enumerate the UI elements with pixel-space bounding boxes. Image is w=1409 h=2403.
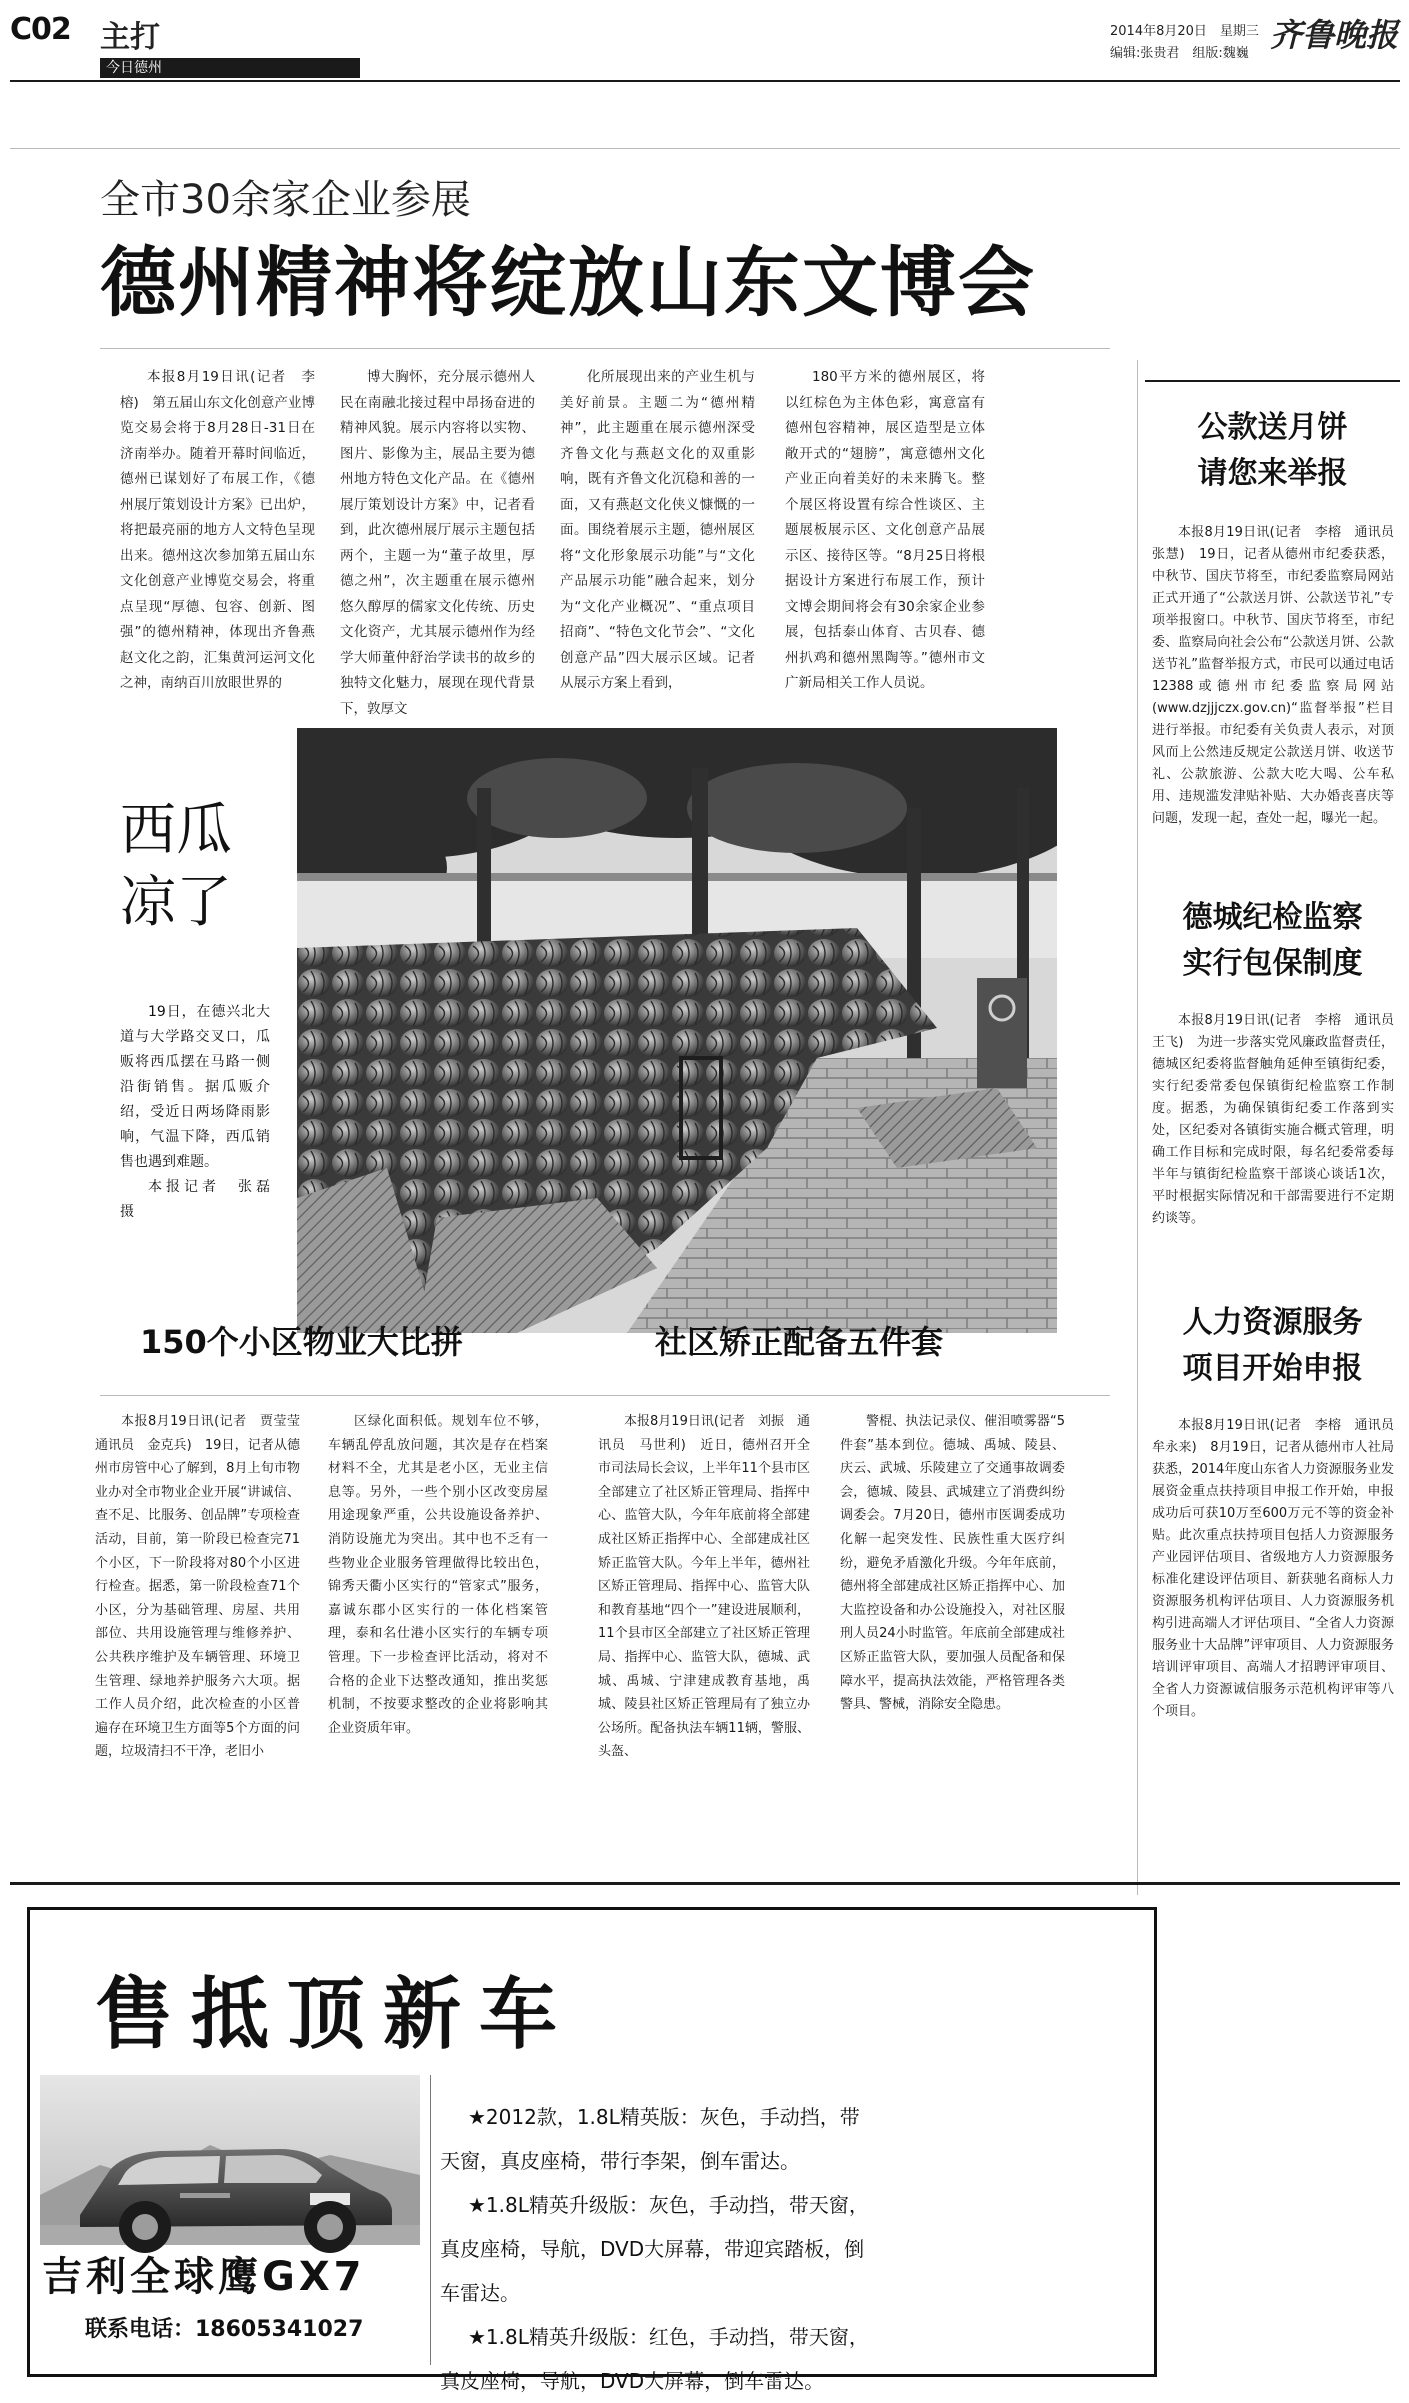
ad-inner-divider (430, 2075, 431, 2365)
lead-column-1: 本报8月19日讯(记者 李榕) 第五届山东文化创意产业博览交易会将于8月28日-31日在济南举办。随着开幕时间临近，德州已谋划好了布展工作，《德州展厅策划设计方案》已出炉，将把最亮丽的地方人文特色呈现出来。德州这次参加第五届山东文化创意产业博览交易会，将重点呈现“厚德、包容、创新、图强”的德州精神，体现出齐鲁燕赵文化之韵，汇集黄河运河文化之神，南纳百川放眼世界的 (120, 369, 315, 691)
photo-caption (120, 1000, 284, 1225)
property-story-title: 150个小区物业大比拼 (140, 1323, 463, 1361)
sidebar-story-3-title (1145, 1300, 1400, 1392)
community-column-1: 本报8月19日讯(记者 刘振 通讯员 马世利) 近日，德州召开全市司法局长会议，上半年11个县市区全部建立了社区矫正管理局、指挥中心、监管大队，今年年底前将全部建成社区矫正指挥中心、全部建成社区矫正监管大队。今年上半年，德州社区矫正管理局、指挥中心、监管大队和教育基地“四个一”建设进展顺利，11个县市区全部建立了社区矫正管理局、指挥中心、监管大队，德城、武城、禹城、宁津建成教育基地，禹城、陵县社区矫正管理局有了独立办公场所。配备执法车辆11辆，警服、头盔、 (598, 1414, 810, 1760)
watermelon-photo-illustration (297, 728, 1057, 1333)
lead-column-4: 180平方米的德州展区，将以红棕色为主体色彩，寓意富有德州包容精神，展区造型是立体敞开式的“翅膀”，寓意德州文化产业正向着美好的未来腾飞。整个展区将设置有综合性谈区、主题展板展示区、文化创意产品展示区、接待区等。“8月25日将根据设计方案进行布展工作，预计文博会期间将会有30余家企业参展，包括泰山体育、古贝春、德州扒鸡和德州黑陶等。”德州市文广新局相关工作人员说。 (785, 369, 985, 691)
photo-story-title (120, 795, 232, 939)
section-name: 主打 (100, 20, 160, 55)
car-ad-title: 售抵顶新车 (95, 1970, 576, 2060)
sidebar-rule (1137, 360, 1138, 1895)
sidebar-story-1-title (1145, 405, 1400, 497)
property-column-1: 本报8月19日讯(记者 贾莹莹 通讯员 金克兵) 19日，记者从德州市房管中心了解到，8月上旬市物业办对全市物业企业开展“讲诚信、查不足、比服务、创品牌”专项检查活动，目前，第一阶段已检查完71个小区，下一阶段将对80个小区进行检查。据悉，第一阶段检查71个小区，分为基础管理、房屋、共用部位、共用设施管理与维修养护、公共秩序维护及车辆管理、环境卫生管理、绿地养护服务六大项。据工作人员介绍，此次检查的小区普遍存在环境卫生方面等5个方面的问题，垃圾清扫不干净，老旧小 (95, 1414, 314, 1760)
lead-subtitle: 全市30余家企业参展 (100, 177, 471, 223)
watermelon-photo (297, 728, 1057, 1333)
newspaper-logo: 齐鲁晚报 (1270, 16, 1399, 54)
top-divider (10, 148, 1400, 149)
contact-phone: 联系电话：18605341027 (85, 2317, 364, 2342)
sidebar-story-2-title-line-2: 实行包保制度 (1182, 946, 1363, 981)
property-column-2: 区绿化面积低。规划车位不够，车辆乱停乱放问题，其次是存在档案材料不全，尤其是老小区，无业主信息等。另外，一些个别小区改变房屋用途现象严重，公共设施设备养护、消防设施尤为突出。其中也不乏有一些物业企业服务管理做得比较出色，锦秀天衢小区实行的“管家式”服务，嘉诚东郡小区实行的一体化档案管理，泰和名仕港小区实行的车辆专项管理。下一步检查评比活动，将对不合格的企业下达整改通知，推出奖惩机制，不按要求整改的企业将影响其企业资质年审。 (328, 1414, 548, 1736)
lead-headline: 德州精神将绽放山东文博会 (100, 238, 1036, 327)
sidebar-story-2-body: 本报8月19日讯(记者 李榕 通讯员 王飞) 为进一步落实党风廉政监督责任，德城区纪委将监督触角延伸至镇街纪委，实行纪委常委包保镇街纪检监察工作制度。据悉，为确保镇街纪委工作落到实处，区纪委对各镇街实施合概式管理，明确工作目标和完成时限，每名纪委常委每半年与镇街纪检监察干部谈心谈话1次，平时根据实际情况和干部需要进行不定期约谈等。 (1152, 1013, 1408, 1226)
sidebar-story-2-title-line-1: 德城纪检监察 (1182, 900, 1363, 935)
lead-column-2: 博大胸怀，充分展示德州人民在南融北接过程中昂扬奋进的精神风貌。展示内容将以实物、图片、影像为主，展品主要为德州地方特色文化产品。在《德州展厅策划设计方案》中，记者看到，此次德州展厅展示主题包括两个，主题一为“董子故里，厚德之州”，次主题重在展示德州悠久醇厚的儒家文化传统、历史文化资产，尤其展示德州作为经学大师董仲舒治学读书的故乡的独特文化魅力，展现在现代背景下，敦厚文 (340, 369, 535, 717)
sidebar-story-3-body: 本报8月19日讯(记者 李榕 通讯员 牟永来) 8月19日，记者从德州市人社局获悉，2014年度山东省人力资源服务业发展资金重点扶持项目申报工作开始，申报成功后可获10万至600万元不等的资金补贴。此次重点扶持项目包括人力资源服务产业园评估项目、省级地方人力资源服务标准化建设评估项目、新获驰名商标人力资源服务机构评估项目、人力资源服务机构引进高端人才评估项目、“全省人力资源服务业十大品牌”评审项目、人力资源服务培训评审项目、高端人才招聘评审项目、全省人力资源诚信服务示范机构评审等八个项目。 (1152, 1418, 1408, 1719)
sidebar-story-1-title-line-1: 公款送月饼 (1197, 410, 1348, 445)
photo-title-line-1: 西瓜 (120, 798, 232, 863)
community-story-title: 社区矫正配备五件套 (655, 1323, 944, 1361)
ad-separator (10, 1882, 1400, 1885)
community-column-2: 警棍、执法记录仪、催泪喷雾器“5件套”基本到位。德城、禹城、陵县、庆云、武城、乐陵建立了交通事故调委会，德城、陵县、武城建立了消费纠纷调委会。7月20日，德州市医调委成功化解一起突发性、民族性重大医疗纠纷，避免矛盾激化升级。今年年底前，德州将全部建成社区矫正指挥中心、加大监控设备和办公设施投入，对社区服刑人员24小时监管。年底前全部建成社区矫正监管大队，要加强人员配备和保障水平，提高执法效能，严格管理各类警具、警械，消除安全隐患。 (840, 1414, 1065, 1713)
sidebar-story-3-title-line-1: 人力资源服务 (1182, 1305, 1363, 1340)
sidebar-top-rule (1145, 380, 1400, 382)
sidebar-story-1-title-line-2: 请您来举报 (1197, 456, 1348, 491)
masthead-rule (10, 80, 1400, 82)
car-spec-item-3: ★1.8L精英升级版：红色，手动挡，带天窗，真皮座椅，导航，DVD大屏幕，倒车雷达。 (440, 2325, 869, 2393)
lead-divider (100, 348, 1110, 349)
car-spec-list (440, 2095, 870, 2403)
page-code: C02 (10, 12, 71, 47)
sidebar-story-3-title-line-2: 项目开始申报 (1182, 1351, 1363, 1386)
editor-credits: 编辑:张贵君 组版:魏巍 (1110, 46, 1249, 61)
subsection-bar: 今日德州 (100, 58, 360, 78)
car-spec-item-2: ★1.8L精英升级版：灰色，手动挡，带天窗，真皮座椅，导航，DVD大屏幕，带迎宾踏板，倒车雷达。 (440, 2193, 869, 2305)
sidebar-story-1-body: 本报8月19日讯(记者 李榕 通讯员 张慧) 19日，记者从德州市纪委获悉，中秋节、国庆节将至，市纪委监察局网站正式开通了“公款送月饼、公款送节礼”专项举报窗口。中秋节、国庆节将至，市纪委、监察局向社会公布“公款送月饼、公款送节礼”监督举报方式，市民可以通过电话12388或德州市纪委监察局网站(www.dzjjjczx.gov.cn)“监督举报”栏目进行举报。市纪委有关负责人表示，对顶风而上公然违反规定公款送月饼、收送节礼、公款旅游、公款大吃大喝、公车私用、违规滥发津贴补贴、大办婚丧喜庆等问题，发现一起，查处一起，曝光一起。 (1152, 525, 1408, 826)
photo-title-line-2: 凉了 (120, 870, 232, 935)
photo-credit: 本报记者 张磊 摄 (120, 1179, 284, 1220)
photo-caption-text: 19日，在德兴北大道与大学路交叉口，瓜贩将西瓜摆在马路一侧沿街销售。据瓜贩介绍，受近日两场降雨影响，气温下降，西瓜销售也遇到难题。 (120, 1004, 270, 1170)
car-spec-item-1: ★2012款，1.8L精英版：灰色，手动挡，带天窗，真皮座椅，带行李架，倒车雷达。 (440, 2105, 860, 2173)
sidebar-story-2-title (1145, 895, 1400, 987)
lead-column-3: 化所展现出来的产业生机与美好前景。主题二为“德州精神”，此主题重在展示德州深受齐鲁文化与燕赵文化的双重影响，既有齐鲁文化沉稳和善的一面，又有燕赵文化侠义慷慨的一面。围绕着展示主题，德州展区将“文化形象展示功能”与“文化产品展示功能”融合起来，划分为“文化产业概况”、“重点项目招商”、“特色文化节会”、“文化创意产品”四大展示区域。记者从展示方案上看到， (560, 369, 755, 691)
lower-divider (100, 1395, 1110, 1396)
car-brand-name: 吉利全球鹰GX7 (42, 2254, 366, 2300)
issue-date: 2014年8月20日 星期三 (1110, 24, 1259, 39)
